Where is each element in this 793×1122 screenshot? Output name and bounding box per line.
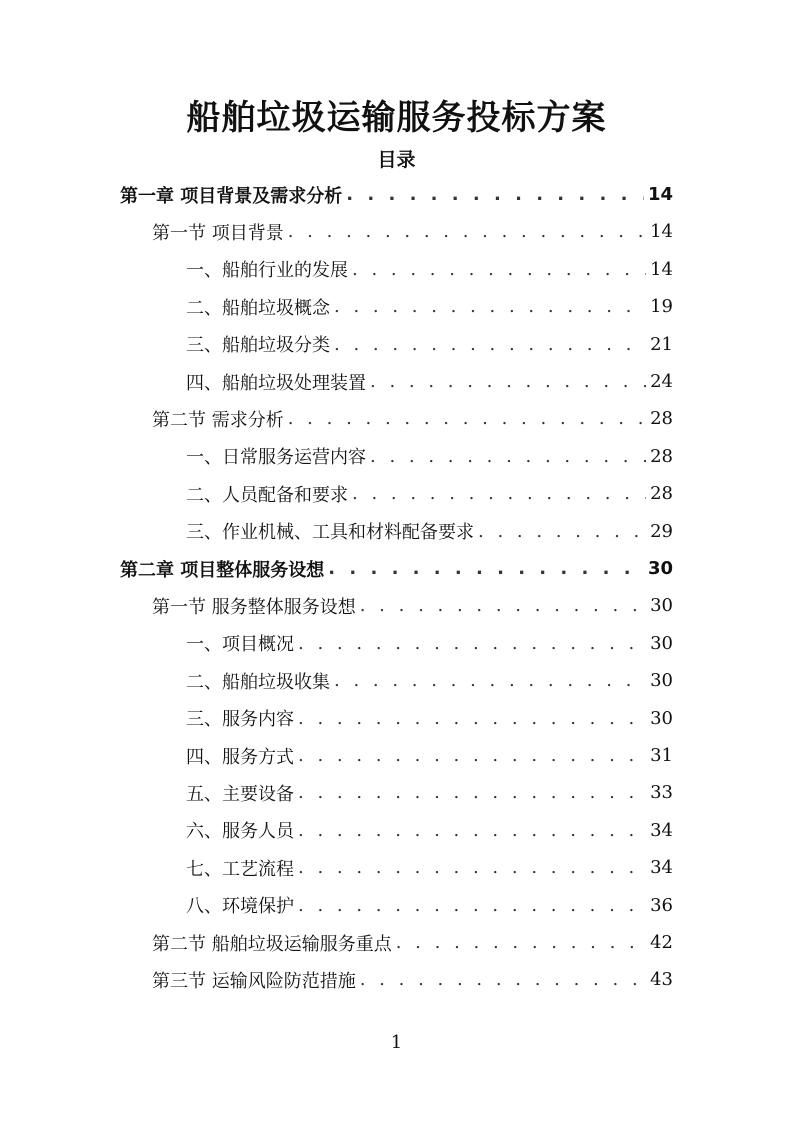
toc-entry[interactable] — [186, 812, 673, 849]
toc-entry-label: 第一章 项目背景及需求分析 — [120, 185, 343, 207]
toc-entry-label: 二、船舶垃圾概念 — [186, 297, 330, 319]
toc-entry-label: 第一节 服务整体服务设想 — [152, 596, 356, 618]
toc-leader-dots — [328, 558, 644, 579]
toc-entry[interactable] — [152, 924, 673, 961]
toc-entry[interactable] — [186, 251, 673, 288]
toc-entry-page: 19 — [650, 296, 673, 318]
toc-leader-dots — [298, 820, 646, 841]
toc-entry-label: 六、服务人员 — [186, 821, 294, 843]
toc-leader-dots — [352, 483, 646, 504]
toc-leader-dots — [360, 969, 646, 990]
toc-entry[interactable] — [186, 849, 673, 886]
toc-entry[interactable] — [186, 700, 673, 737]
toc-entry-page: 30 — [650, 670, 673, 692]
toc-entry[interactable] — [186, 288, 673, 325]
toc-entry-page: 43 — [650, 969, 673, 991]
toc-entry-label: 八、环境保护 — [186, 896, 294, 918]
toc-entry-label: 一、船舶行业的发展 — [186, 260, 348, 282]
toc-entry[interactable] — [152, 587, 673, 624]
toc-leader-dots — [288, 221, 646, 242]
toc-entry[interactable] — [186, 363, 673, 400]
toc-entry-page: 28 — [650, 445, 673, 467]
toc-entry-label: 第一节 项目背景 — [152, 222, 284, 244]
toc-leader-dots — [288, 408, 646, 429]
toc-leader-dots — [334, 670, 646, 691]
toc-entry-page: 36 — [650, 894, 673, 916]
toc-entry-page: 33 — [650, 782, 673, 804]
toc-entry-page: 29 — [650, 520, 673, 542]
toc-leader-dots — [360, 595, 646, 616]
toc-entry-label: 二、船舶垃圾收集 — [186, 671, 330, 693]
toc-entry[interactable] — [186, 625, 673, 662]
toc-entry-page: 31 — [650, 745, 673, 766]
toc-leader-dots — [298, 745, 646, 766]
toc-leader-dots — [298, 782, 646, 803]
toc-entry-label: 七、工艺流程 — [186, 858, 294, 880]
toc-entry-page: 34 — [650, 819, 673, 841]
toc-leader-dots — [370, 446, 646, 467]
toc-entry-page: 30 — [650, 595, 673, 617]
toc-entry-page: 42 — [650, 932, 673, 953]
toc-entry[interactable] — [186, 438, 673, 475]
toc-entry-page: 30 — [650, 707, 673, 729]
toc-entry[interactable] — [186, 887, 673, 924]
toc-leader-dots — [298, 633, 646, 654]
toc-entry-label: 第二章 项目整体服务设想 — [120, 559, 325, 581]
toc-entry[interactable] — [186, 662, 673, 699]
toc-entry-page: 14 — [650, 258, 673, 280]
toc-leader-dots — [298, 895, 646, 916]
toc-entry[interactable] — [152, 213, 673, 250]
toc-entry[interactable] — [186, 774, 673, 811]
toc-entry-label: 五、主要设备 — [186, 783, 294, 805]
toc-entry[interactable] — [152, 961, 673, 998]
toc-leader-dots — [334, 296, 646, 317]
toc-entry-label: 一、日常服务运营内容 — [186, 447, 366, 469]
toc-entry-page: 30 — [647, 558, 673, 579]
toc-entry-page: 14 — [647, 184, 673, 205]
toc-entry-label: 三、船舶垃圾分类 — [186, 335, 330, 357]
toc-entry[interactable] — [120, 176, 673, 213]
toc-leader-dots — [352, 259, 646, 280]
toc-leader-dots — [298, 708, 646, 729]
toc-entry-label: 三、作业机械、工具和材料配备要求 — [186, 522, 474, 544]
toc-entry-page: 14 — [650, 221, 673, 243]
toc-entry-label: 四、服务方式 — [186, 746, 294, 768]
toc-entry-label: 第二节 需求分析 — [152, 409, 284, 431]
toc-leader-dots — [346, 184, 644, 205]
toc-entry-page: 34 — [650, 857, 673, 879]
toc-entry-label: 四、船舶垃圾处理装置 — [186, 372, 366, 394]
toc-entry-label: 第三节 运输风险防范措施 — [152, 970, 356, 992]
toc-entry-page: 21 — [650, 333, 673, 355]
page-number: 1 — [390, 1032, 403, 1053]
toc-leader-dots — [370, 371, 646, 392]
toc-entry-page: 24 — [650, 371, 673, 392]
toc-entry-page: 28 — [650, 408, 673, 430]
toc-entry[interactable] — [186, 513, 673, 550]
toc-entry-label: 三、服务内容 — [186, 709, 294, 731]
toc-leader-dots — [298, 857, 646, 878]
toc-entry[interactable] — [186, 737, 673, 774]
toc-heading: 目录 — [377, 149, 416, 171]
toc-entry[interactable] — [186, 475, 673, 512]
document-title: 船舶垃圾运输服务投标方案 — [186, 98, 607, 138]
toc-leader-dots — [478, 521, 646, 542]
toc-leader-dots — [334, 334, 646, 355]
toc-entry[interactable] — [186, 326, 673, 363]
toc-entry[interactable] — [152, 400, 673, 437]
toc-entry-label: 二、人员配备和要求 — [186, 484, 348, 506]
toc-leader-dots — [396, 932, 646, 953]
toc-entry-page: 28 — [650, 483, 673, 505]
toc-entry-page: 30 — [650, 632, 673, 654]
toc-entry-label: 第二节 船舶垃圾运输服务重点 — [152, 933, 392, 955]
toc-entry-label: 一、项目概况 — [186, 634, 294, 656]
toc-entry[interactable] — [120, 550, 673, 587]
